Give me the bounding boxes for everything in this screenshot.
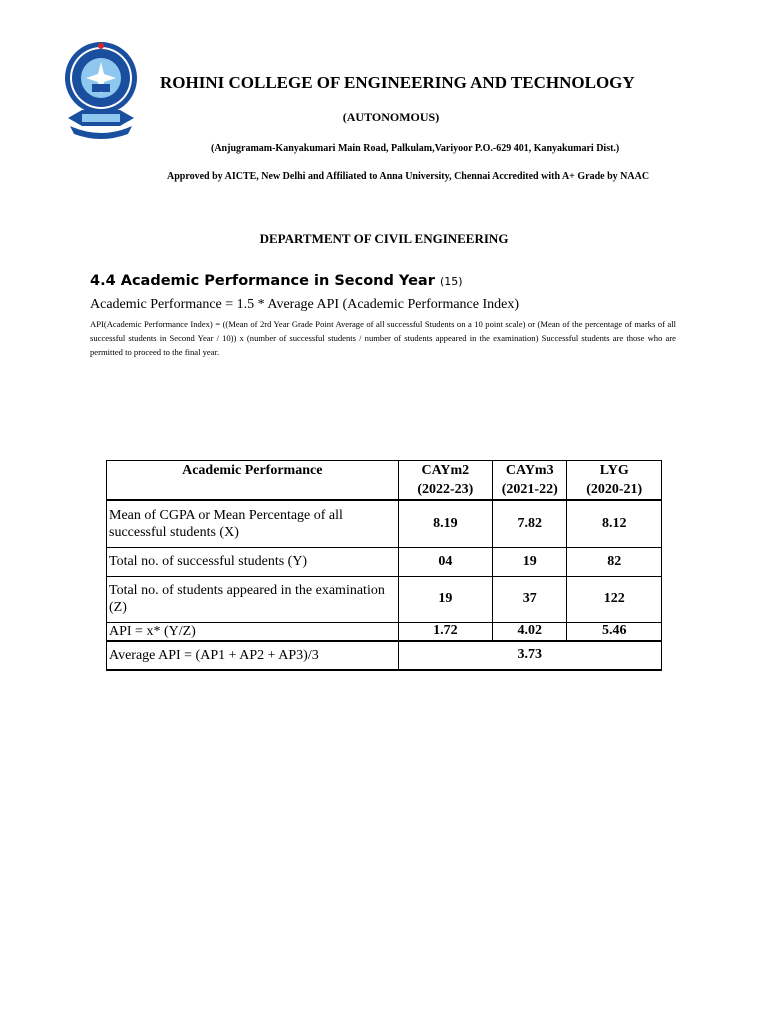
cell-value: 19 [493, 547, 567, 576]
col-year: (2021-22) [501, 482, 558, 497]
cell-value: 5.46 [567, 622, 662, 641]
table-header-row [107, 461, 662, 501]
cell-value: 37 [493, 576, 567, 622]
header-label: Academic Performance [107, 461, 399, 501]
performance-table [106, 460, 662, 671]
autonomous-label: (AUTONOMOUS) [342, 110, 440, 124]
college-name: ROHINI COLLEGE OF ENGINEERING AND TECHNOLOGY [160, 73, 635, 92]
row-label: API = x* (Y/Z) [107, 622, 399, 641]
cell-value: 8.12 [567, 500, 662, 547]
table-row [107, 576, 662, 622]
row-label: Total no. of students appeared in the examination (Z) [107, 576, 399, 622]
col-year: (2020-21) [586, 482, 643, 497]
row-label: Mean of CGPA or Mean Percentage of all successful students (X) [107, 500, 399, 547]
cell-value: 1.72 [398, 622, 493, 641]
api-definition: API(Academic Performance Index) = ((Mean of 2rd Year Grade Point Average of all successful Students on a 10 point scale) or (Mean of the percentage of marks of all successful students in Second Year / 10)) x (number of successful students / number of students appeared in the examination) Successful students are those who are permitted to proceed to the final year. [90, 319, 676, 357]
cell-value: 19 [398, 576, 493, 622]
row-label: Total no. of successful students (Y) [107, 547, 399, 576]
col-name: CAYm2 [421, 463, 470, 478]
department-title: DEPARTMENT OF CIVIL ENGINEERING [259, 231, 509, 246]
college-address: (Anjugramam-Kanyakumari Main Road, Palkulam,Variyoor P.O.-629 401, Kanyakumari Dist.) [211, 143, 620, 154]
college-seal-icon [62, 40, 140, 142]
table-row [107, 547, 662, 576]
cell-value: 04 [398, 547, 493, 576]
section-marks: (15) [439, 275, 463, 288]
average-label: Average API = (AP1 + AP2 + AP3)/3 [107, 641, 399, 670]
col-name: LYG [599, 463, 629, 478]
header-col-caym2 [398, 461, 493, 501]
cell-value: 8.19 [398, 500, 493, 547]
approval-line: Approved by AICTE, New Delhi and Affiliated to Anna University, Chennai Accredited with A+ Grade by NAAC [167, 171, 650, 182]
section-title: 4.4 Academic Performance in Second Year [90, 273, 435, 289]
table-row [107, 500, 662, 547]
col-name: CAYm3 [505, 463, 554, 478]
cell-value: 4.02 [493, 622, 567, 641]
average-value: 3.73 [398, 641, 661, 670]
cell-value: 82 [567, 547, 662, 576]
average-api-row [107, 641, 662, 670]
cell-value: 122 [567, 576, 662, 622]
cell-value: 7.82 [493, 500, 567, 547]
performance-formula: Academic Performance = 1.5 * Average API (Academic Performance Index) [90, 297, 520, 312]
header-col-lyg [567, 461, 662, 501]
section-heading [90, 273, 463, 289]
table-row [107, 622, 662, 641]
col-year: (2022-23) [417, 482, 474, 497]
header-col-caym3 [493, 461, 567, 501]
